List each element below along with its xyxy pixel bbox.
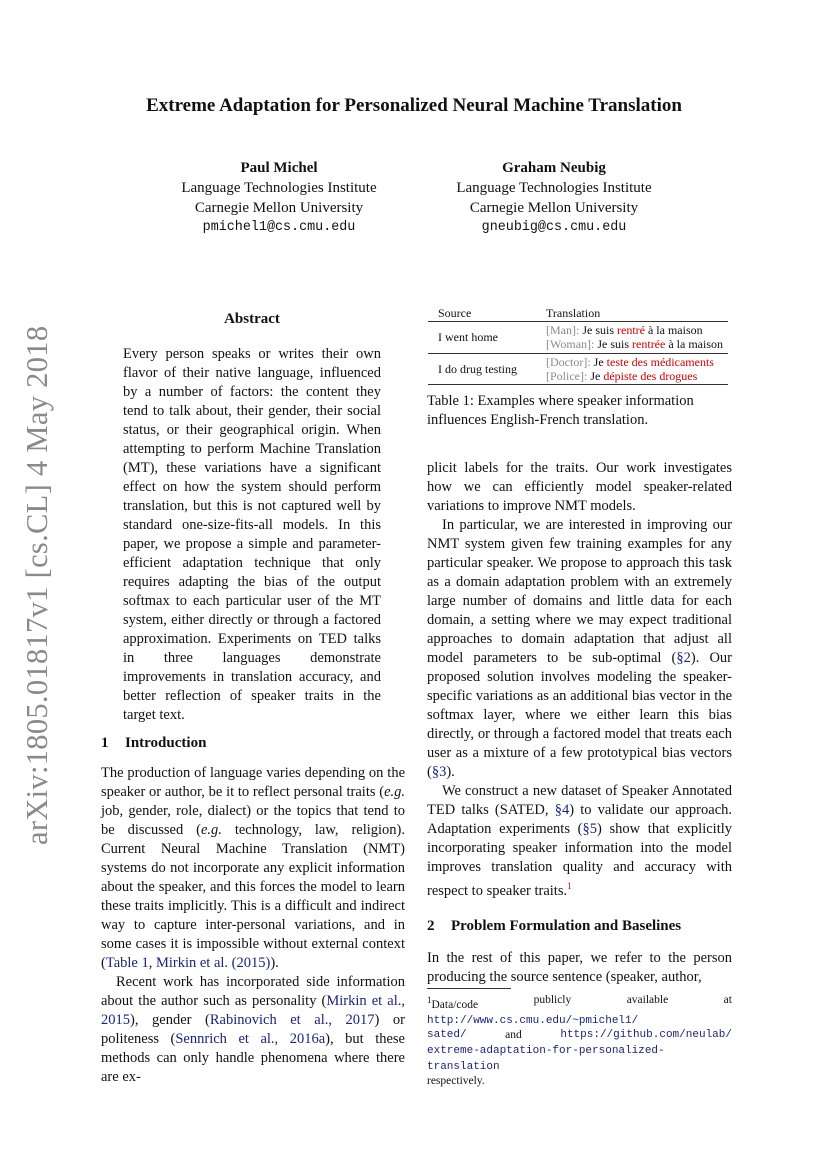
abstract-body <box>123 345 381 725</box>
arxiv-identifier: arXiv:1805.01817v1 [cs.CL] 4 May 2018 <box>20 325 54 845</box>
author-affiliation: Language Technologies Institute <box>181 180 377 196</box>
citation-link[interactable]: Sennrich et al., 2016a <box>175 1031 326 1047</box>
section-reference-link[interactable]: §2 <box>676 650 691 666</box>
table-caption: Table 1: Examples where speaker information influences English-French translation. <box>427 393 694 428</box>
footnote-marker[interactable]: 1 <box>567 881 572 891</box>
author-university: Carnegie Mellon University <box>194 200 364 216</box>
author-name: Paul Michel <box>240 160 318 176</box>
section-title: Problem Formulation and Baselines <box>451 917 682 934</box>
footnote-url-link[interactable]: extreme-adaptation-for-personalized-translation <box>427 1044 665 1073</box>
footnote-rule <box>427 988 511 989</box>
table-row <box>428 354 728 384</box>
table-header-source: Source <box>438 306 472 320</box>
footnote-line-1: $^1$Data/code publicly available at <box>427 994 732 1011</box>
footnote-end: respectively. <box>427 1075 485 1088</box>
table-row <box>428 322 728 352</box>
author-block-2 <box>425 158 683 238</box>
section-number: 1 <box>101 735 109 751</box>
left-column-body <box>101 734 405 1087</box>
section-reference-link[interactable]: §5 <box>582 821 597 837</box>
author-university: Carnegie Mellon University <box>469 200 639 216</box>
abstract-text: Every person speaks or writes their own flavor of their native language, influenced by a number of factors: the content they tend to talk about, their gender, their social status, or their geographical origin. When attempting to perform Machine Translation (MT), these variations have a significant effect on how the system should perform translation, but this is not captured well by standard one-size-fits-all models. In this paper, we propose a simple and parameter-efficient adaptation technique that only requires adapting the bias of the output softmax to each particular user of the MT system, either directly or through a factored approximation. Experiments on TED talks in three languages demonstrate improvements in translation accuracy, and better reflection of speaker traits in the target text. <box>123 346 381 723</box>
author-email: gneubig@cs.cmu.edu <box>481 220 627 235</box>
table-header-row <box>428 306 728 321</box>
paper-title: Extreme Adaptation for Personalized Neural Machine Translation <box>146 95 682 116</box>
right-column-body <box>427 459 732 987</box>
author-name: Graham Neubig <box>502 160 606 176</box>
table-header-translation: Translation <box>546 306 601 320</box>
author-affiliation: Language Technologies Institute <box>456 180 652 196</box>
footnote-url-link[interactable]: http://www.cs.cmu.edu/~pmichel1/ <box>427 1014 639 1027</box>
citation-link[interactable]: Mirkin et al. (2015) <box>155 955 271 971</box>
citation-link[interactable]: Rabinovich et al., 2017 <box>209 1012 375 1028</box>
section-reference-link[interactable]: §4 <box>554 802 570 818</box>
intro-paragraph-2: Recent work has incorporated side information about the author such as personality (Mirkin et al., 2015), gender (Rabinovich et al., 2017) or politeness (Sennrich et al., 2016a), but these methods can only handle phenomena where there are ex- <box>101 974 405 1085</box>
table-rule <box>428 384 728 385</box>
table-1 <box>428 306 728 385</box>
citation-link[interactable]: Mirkin et al., 2015 <box>101 993 405 1028</box>
intro-paragraph-1: The production of language varies depending on the speaker or author, be it to reflect personal traits (e.g. job, gender, role, dialect) or the topics that tend to be discussed (e.g. technology, law, religion). Current Neural Machine Translation (NMT) systems do not incorporate any explicit information about the speaker, and this forces the model to learn these traits implicitly. This is a difficult and indirect way to capture inter-personal variations, and in some cases it is impossible without external context (Table 1, Mirkin et al. (2015)). <box>101 765 405 971</box>
footnote-number: 1 <box>427 995 432 1005</box>
footnote <box>427 993 732 1089</box>
table-cell-source: I went home <box>438 330 498 345</box>
section-heading-problem-formulation <box>427 917 732 936</box>
right-paragraph-3: We construct a new dataset of Speaker Annotated TED talks (SATED, §4) to validate our approach. Adaptation experiments (§5) show that explicitly incorporating speaker information into the model improves translation quality and accuracy with respect to speaker traits.$^1$ <box>427 783 733 899</box>
section-number: 2 <box>427 917 435 934</box>
section-title: Introduction <box>125 735 207 751</box>
right-paragraph-1: plicit labels for the traits. Our work investigates how we can efficiently model speaker-related variations to improve NMT models. <box>427 460 732 514</box>
table-cell-source: I do drug testing <box>438 361 517 376</box>
footnote-url-link[interactable]: sated/ <box>427 1029 467 1042</box>
right-paragraph-2: In particular, we are interested in improving our NMT system given few training examples for any particular speaker. We propose to approach this task as a domain adaptation problem with an extremely large number of domains and little data for each domain, a setting where we may expect traditional approaches to domain adaptation that adjust all model parameters to be sub-optimal (§2). Our proposed solution involves modeling the speaker-specific variations as an additional bias vector in the softmax layer, where we either learn this bias directly, or through a factored model that treats each user as a mixture of a few prototypical bias vectors (§3). <box>427 517 732 780</box>
author-block-1 <box>150 158 408 238</box>
author-email: pmichel1@cs.cmu.edu <box>202 220 356 235</box>
section-heading-introduction <box>101 734 405 753</box>
table-reference-link[interactable]: Table 1 <box>105 955 149 971</box>
table-cell-translation: [Man]: Je suis rentré à la maison [Woman]: Je suis rentrée à la maison <box>546 323 723 352</box>
section-reference-link[interactable]: §3 <box>431 764 447 780</box>
footnote-url-link[interactable]: https://github.com/neulab/ <box>560 1029 732 1042</box>
abstract-heading: Abstract <box>224 311 280 327</box>
footnote-line-3: sated/ and https://github.com/neulab/ <box>427 1029 732 1042</box>
table-cell-translation: [Doctor]: Je teste des médicaments [Police]: Je dépiste des drogues <box>546 354 714 383</box>
section2-paragraph: In the rest of this paper, we refer to the person producing the source sentence (speaker, author, <box>427 949 732 985</box>
